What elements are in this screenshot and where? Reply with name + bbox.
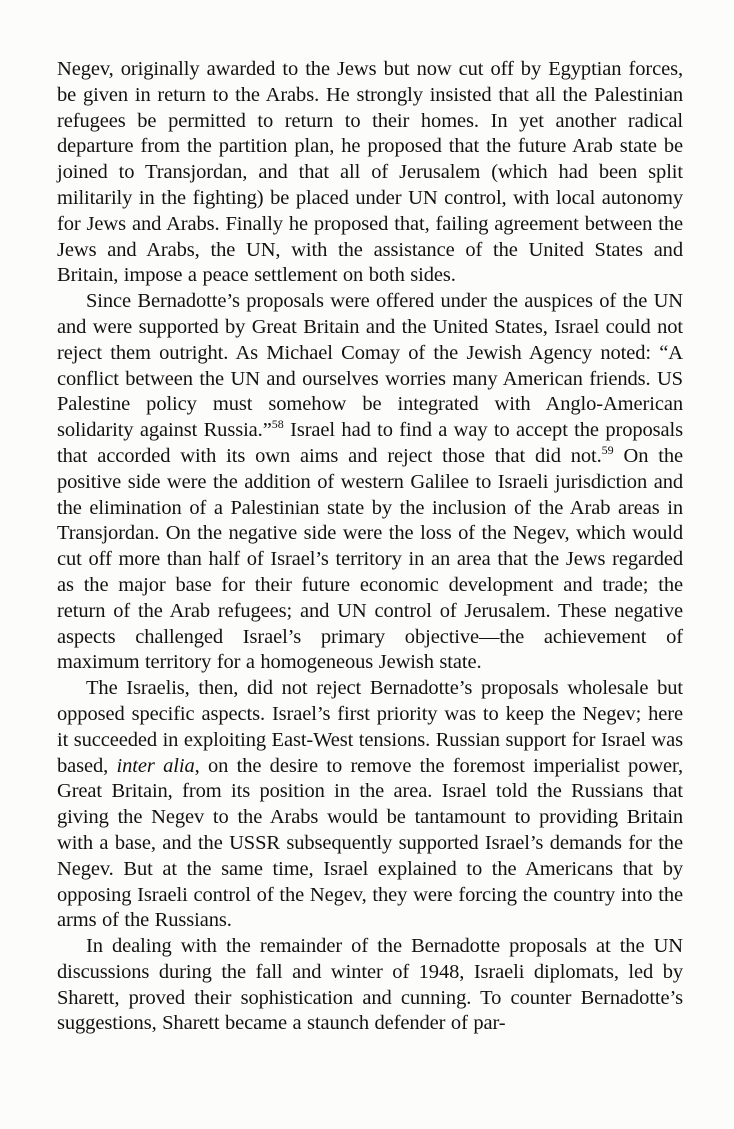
paragraph <box>57 676 683 934</box>
footnote-reference: 58 <box>271 417 284 432</box>
body-text: Negev, originally awarded to the Jews but now cut off by Egyptian forces, be given in return to the Arabs. He strongly insisted that all the Palestinian refugees be permitted to return to their homes. In yet another radical departure from the partition plan, he proposed that the future Arab state be joined to Transjordan, and that all of Jerusalem (which had been split militarily in the fighting) be placed under UN control, with local autonomy for Jews and Arabs. Finally he proposed that, failing agreement between the Jews and Arabs, the UN, with the assistance of the United States and Britain, impose a peace settlement on both sides. <box>57 58 683 287</box>
body-text: Israel had to find a way to accept the proposals that accorded with its own aims and reject those that did not. <box>57 419 684 467</box>
paragraph <box>57 289 683 676</box>
body-text: Since Bernadotte’s proposals were offered under the auspices of the UN and were supported by Great Britain and the United States, Israel could not reject them outright. As Michael Comay of the Jewish Agency noted: “A conflict between the UN and ourselves worries many American friends. US Palestine policy must somehow be integrated with Anglo-American solidarity against Russia.” <box>57 290 683 442</box>
body-text: , on the desire to remove the foremost imperialist power, Great Britain, from its position in the area. Israel told the Russians that giving the Negev to the Arabs would be tantamount to providing Britain with a base, and the USSR subsequently supported Israel’s demands for the Negev. But at the same time, Israel explained to the Americans that by opposing Israeli control of the Negev, they were forcing the country into the arms of the Russians. <box>57 754 683 932</box>
body-text: The Israelis, then, did not reject Bernadotte’s proposals wholesale but opposed specific aspects. Israel’s first priority was to keep the Negev; here it succeeded in exploiting East-West tensions. Russian support for Israel was based, <box>57 677 683 777</box>
body-text: In dealing with the remainder of the Bernadotte proposals at the UN discussions during the fall and winter of 1948, Israeli diplomats, led by Sharett, proved their sophistication and cunning. To counter Bernadotte’s suggestions, Sharett became a staunch defender of par- <box>57 935 683 1035</box>
footnote-reference: 59 <box>601 443 614 458</box>
italic-phrase: inter alia <box>116 754 195 777</box>
text-block <box>57 57 683 1037</box>
body-text: On the positive side were the addition of western Galilee to Israeli jurisdiction and the elimination of a Palestinian state by the inclusion of the Arab areas in Transjordan. On the negative side were the loss of the Negev, which would cut off more than half of Israel’s territory in an area that the Jews regarded as the major base for their future economic development and trade; the return of the Arab refugees; and UN control of Jerusalem. These negative aspects challenged Israel’s primary objective—the achievement of maximum territory for a homogeneous Jewish state. <box>57 444 683 674</box>
paragraph <box>57 934 683 1037</box>
paragraph <box>57 57 683 289</box>
